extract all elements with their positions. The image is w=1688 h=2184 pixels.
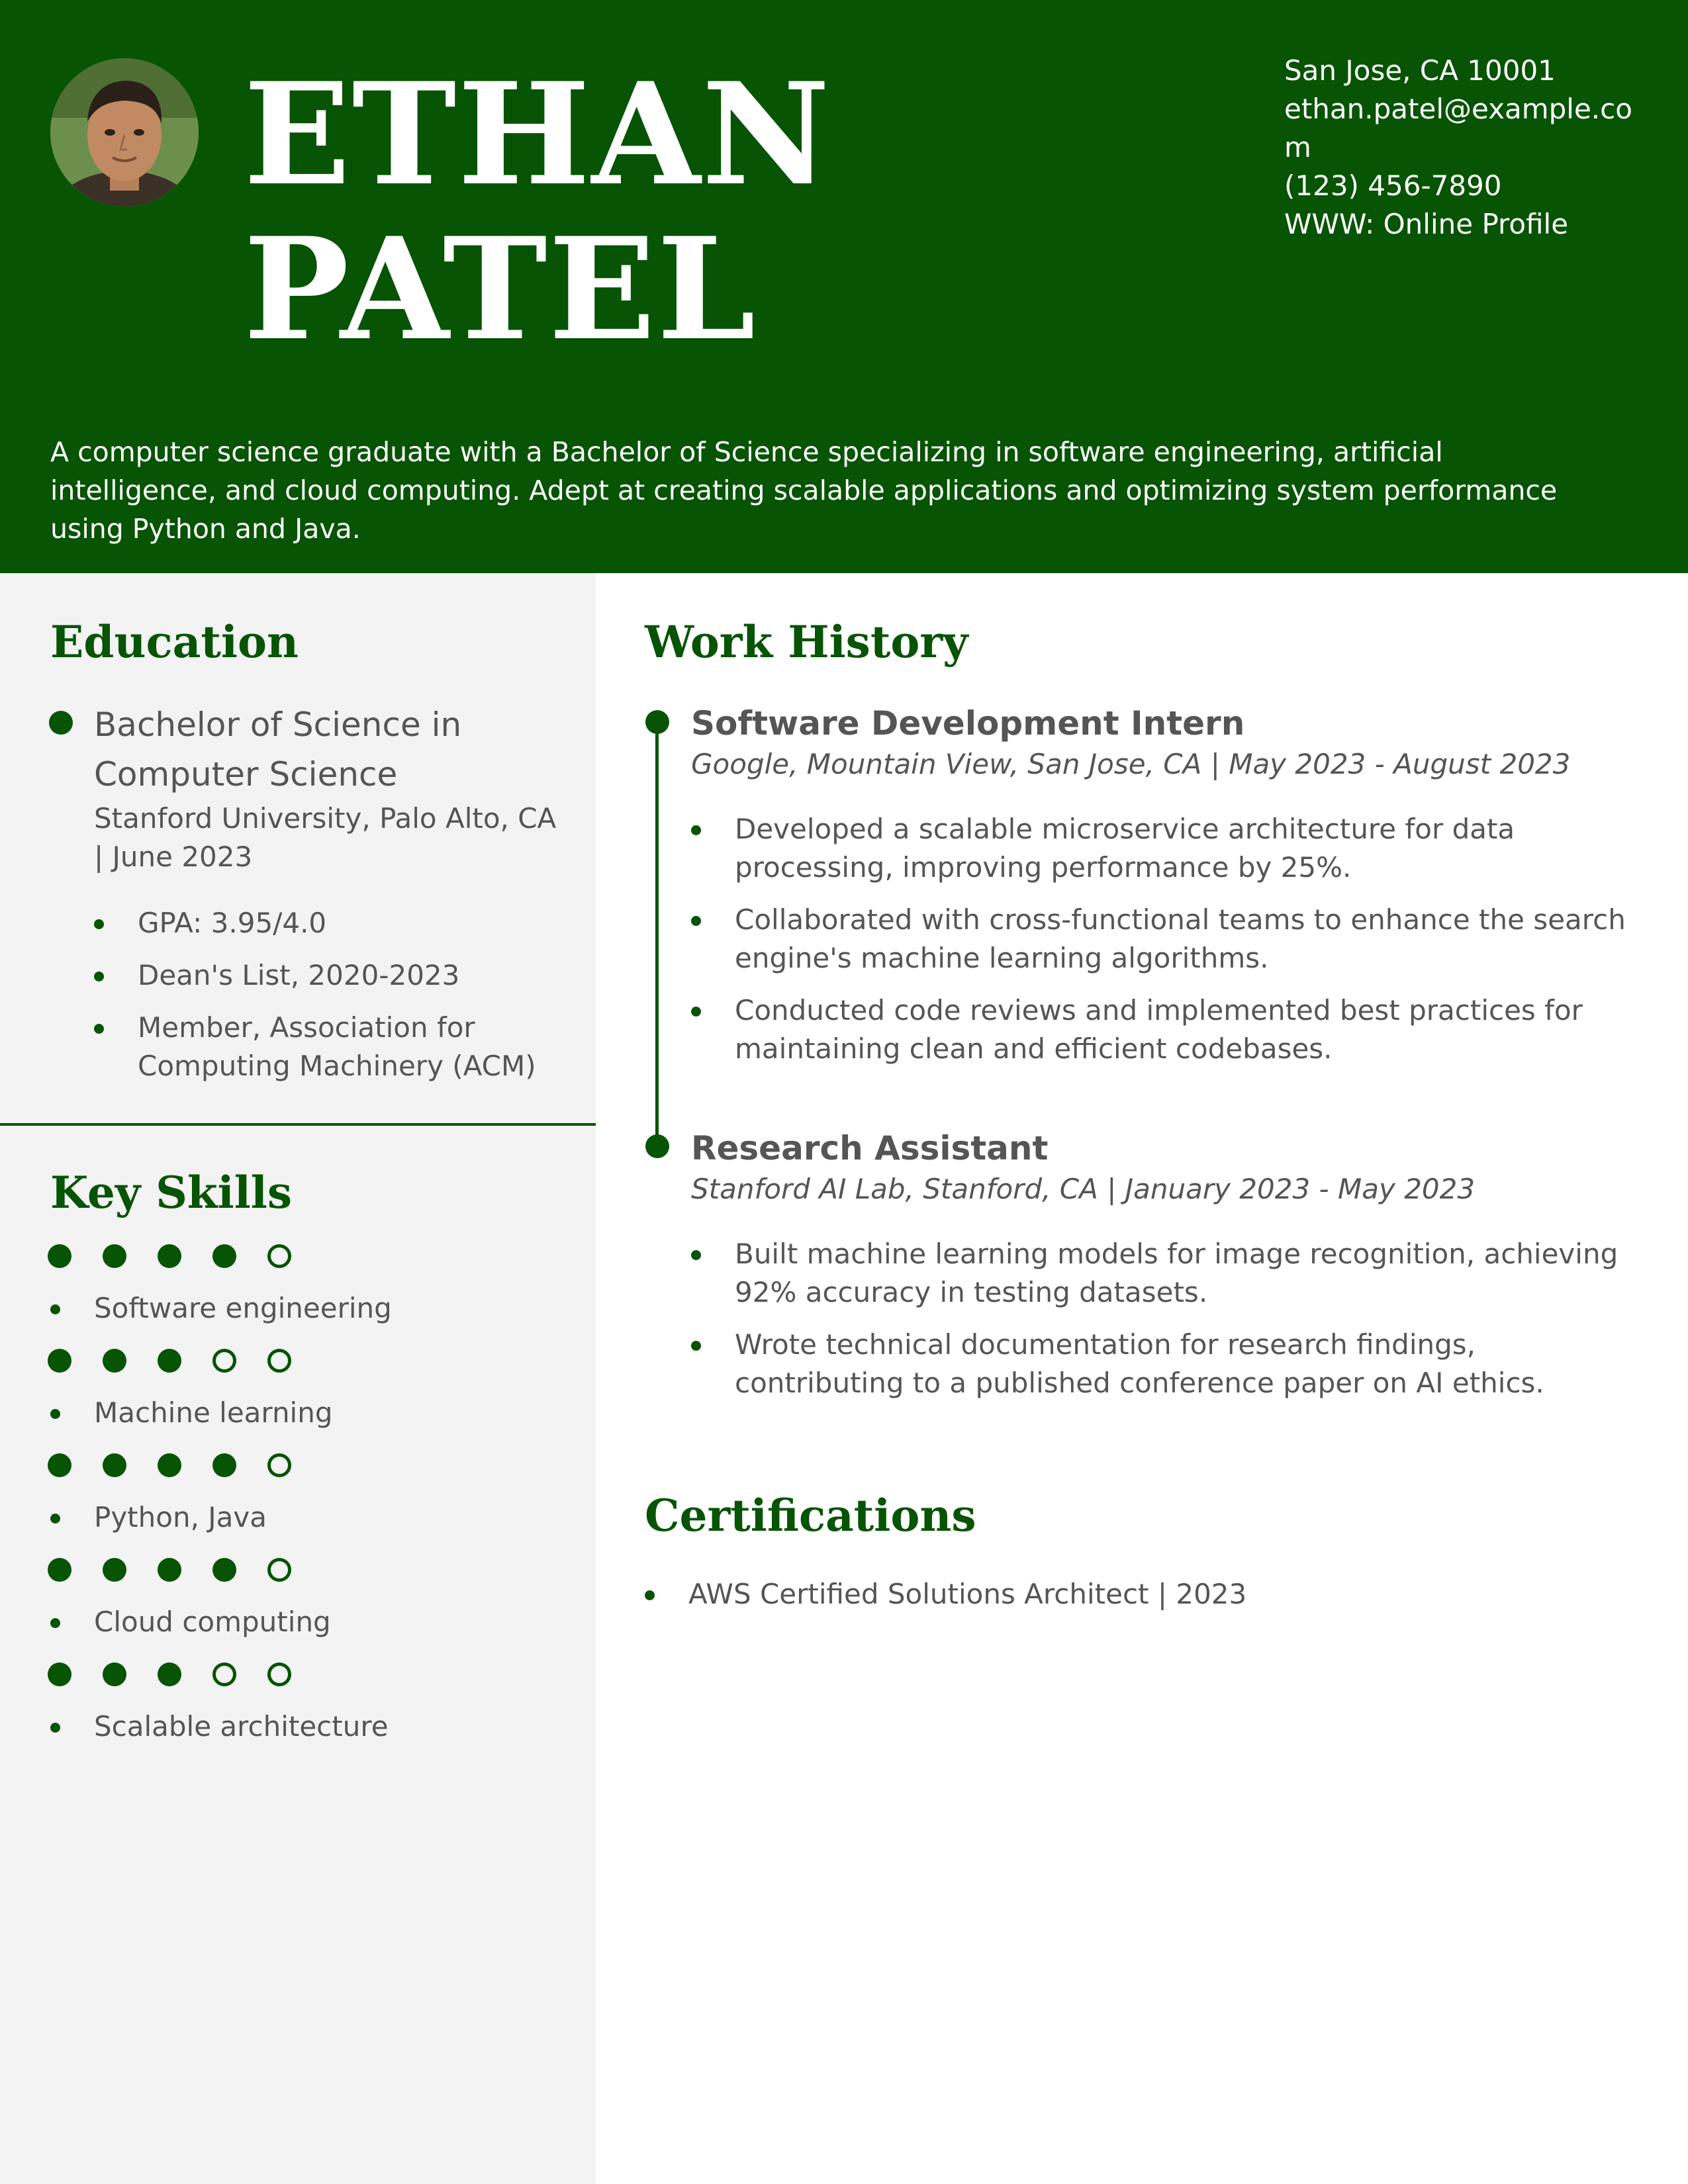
education-detail-item: GPA: 3.95/4.0	[94, 904, 571, 942]
rating-dot-filled-icon	[158, 1558, 181, 1582]
sidebar-divider	[0, 1123, 596, 1126]
certifications-list	[645, 1575, 1624, 1614]
rating-dot-filled-icon	[158, 1453, 181, 1477]
rating-dot-empty-icon	[212, 1662, 236, 1686]
job-title: Research Assistant	[691, 1129, 1049, 1167]
skill-label: Python, Java	[48, 1498, 267, 1537]
timeline-line	[655, 720, 659, 1146]
rating-dot-filled-icon	[48, 1453, 71, 1477]
job-bullet: Conducted code reviews and implemented best practices for maintaining clean and efficient codebases.	[691, 991, 1644, 1068]
rating-dot-filled-icon	[103, 1662, 126, 1686]
skills-list	[48, 1244, 564, 1767]
rating-dot-empty-icon	[267, 1558, 291, 1582]
timeline-dot-icon	[645, 1134, 669, 1158]
skill-item	[48, 1453, 564, 1558]
skill-item	[48, 1349, 564, 1453]
education-details	[94, 904, 571, 1099]
rating-dot-empty-icon	[267, 1662, 291, 1686]
job-bullets	[691, 1235, 1644, 1402]
education-detail-item: Member, Association for Computing Machinery (ACM)	[94, 1009, 571, 1085]
skill-rating	[48, 1558, 322, 1582]
rating-dot-filled-icon	[158, 1349, 181, 1373]
education-detail-item: Dean's List, 2020-2023	[94, 956, 571, 995]
resume-header	[0, 0, 1688, 573]
job-meta: Stanford AI Lab, Stanford, CA | January 2023 - May 2023	[691, 1173, 1476, 1205]
rating-dot-filled-icon	[103, 1349, 126, 1373]
certification-item: AWS Certified Solutions Architect | 2023	[645, 1575, 1624, 1614]
skill-rating	[48, 1662, 322, 1686]
skill-rating	[48, 1349, 322, 1373]
rating-dot-filled-icon	[48, 1558, 71, 1582]
rating-dot-filled-icon	[48, 1662, 71, 1686]
rating-dot-filled-icon	[48, 1349, 71, 1373]
contact-address: San Jose, CA 10001	[1284, 54, 1556, 87]
full-name	[244, 52, 831, 371]
last-name: PATEL	[244, 206, 757, 371]
skill-item	[48, 1662, 564, 1767]
contact-website[interactable]: WWW: Online Profile	[1284, 208, 1569, 240]
job-meta: Google, Mountain View, San Jose, CA | May 2023 - August 2023	[691, 748, 1571, 780]
skill-label: Machine learning	[48, 1394, 333, 1432]
skill-item	[48, 1558, 564, 1662]
first-name: ETHAN	[244, 52, 831, 216]
education-bullet-icon	[49, 711, 73, 735]
rating-dot-filled-icon	[158, 1244, 181, 1268]
job-bullets	[691, 810, 1644, 1068]
professional-summary: A computer science graduate with a Bachelor of Science specializing in software engineering, artificial intelligence, and cloud computing. Adept at creating scalable applications and optimizing system performance using Python and Java.	[50, 436, 1558, 545]
rating-dot-empty-icon	[267, 1453, 291, 1477]
timeline-dot-icon	[645, 710, 669, 734]
job-bullet: Developed a scalable microservice architecture for data processing, improving performance by 25%.	[691, 810, 1644, 887]
rating-dot-filled-icon	[158, 1662, 181, 1686]
skill-rating	[48, 1244, 322, 1268]
rating-dot-filled-icon	[48, 1244, 71, 1268]
job-bullet: Built machine learning models for image recognition, achieving 92% accuracy in testing datasets.	[691, 1235, 1644, 1312]
rating-dot-empty-icon	[267, 1349, 291, 1373]
job-entry	[691, 1126, 1644, 1416]
rating-dot-filled-icon	[212, 1453, 236, 1477]
rating-dot-filled-icon	[103, 1244, 126, 1268]
job-entry	[691, 702, 1644, 1082]
skill-rating	[48, 1453, 322, 1477]
skill-item	[48, 1244, 564, 1349]
rating-dot-filled-icon	[212, 1244, 236, 1268]
profile-photo	[50, 58, 199, 206]
rating-dot-filled-icon	[212, 1558, 236, 1582]
certifications-heading: Certifications	[645, 1490, 976, 1541]
job-title: Software Development Intern	[691, 704, 1245, 743]
work-history-heading: Work History	[645, 616, 968, 668]
contact-info	[1284, 52, 1642, 244]
person-portrait-icon	[50, 58, 199, 206]
education-school: Stanford University, Palo Alto, CA | June 2023	[94, 802, 557, 873]
education-degree: Bachelor of Science in Computer Science	[94, 705, 462, 794]
skill-label: Scalable architecture	[48, 1707, 389, 1746]
skills-heading: Key Skills	[50, 1167, 292, 1218]
skill-label: Cloud computing	[48, 1603, 331, 1641]
contact-email[interactable]: ethan.patel@example.com	[1284, 93, 1632, 163]
education-heading: Education	[50, 616, 299, 668]
rating-dot-empty-icon	[267, 1244, 291, 1268]
job-bullet: Collaborated with cross-functional teams to enhance the search engine's machine learning algorithms.	[691, 901, 1644, 978]
job-bullet: Wrote technical documentation for research findings, contributing to a published conference paper on AI ethics.	[691, 1326, 1644, 1402]
rating-dot-filled-icon	[103, 1558, 126, 1582]
rating-dot-filled-icon	[103, 1453, 126, 1477]
contact-phone: (123) 456-7890	[1284, 169, 1502, 202]
rating-dot-empty-icon	[212, 1349, 236, 1373]
skill-label: Software engineering	[48, 1289, 392, 1328]
